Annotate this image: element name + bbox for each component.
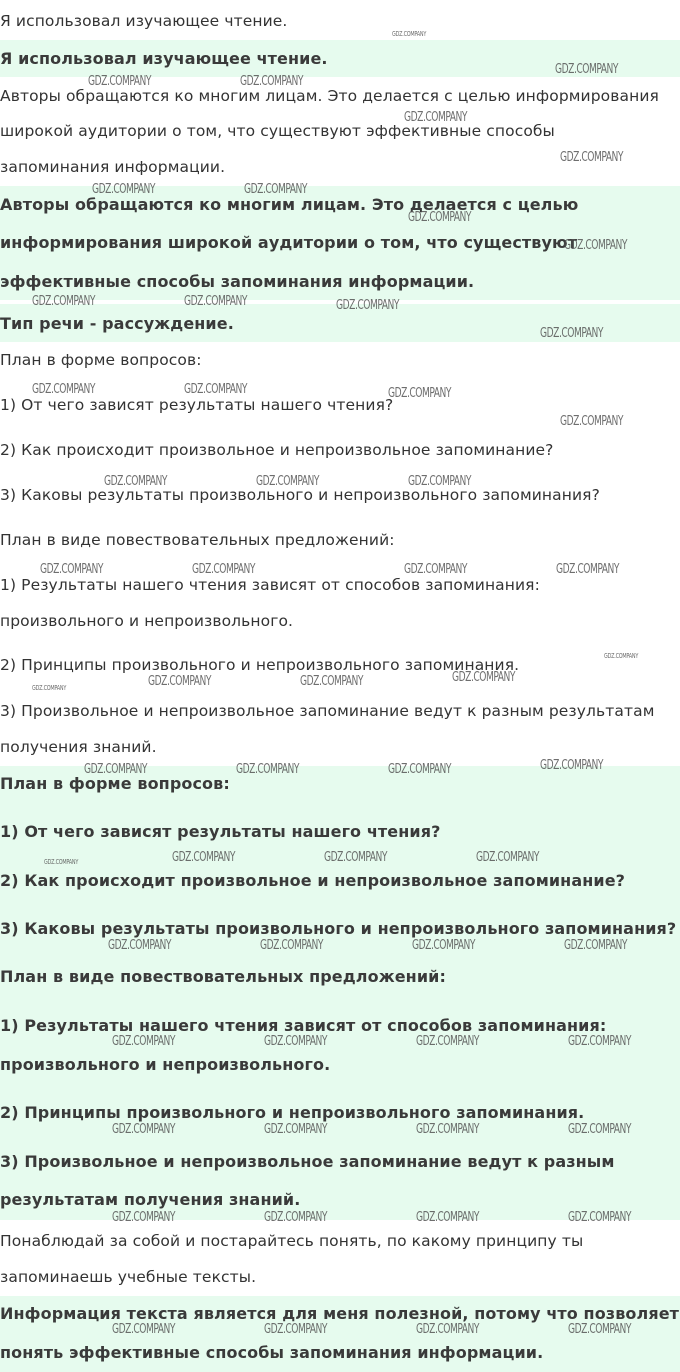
watermark: GDZ.COMPANY xyxy=(388,762,452,777)
answer-plan-sentence-1-line-2: произвольного и непроизвольного. xyxy=(0,1055,331,1074)
watermark: GDZ.COMPANY xyxy=(112,1122,176,1137)
watermark: GDZ.COMPANY xyxy=(476,850,540,865)
watermark: GDZ.COMPANY xyxy=(44,858,79,866)
plan-question-3: 3) Каковы результаты произвольного и непроизвольного запоминания? xyxy=(0,486,600,504)
watermark: GDZ.COMPANY xyxy=(40,562,104,577)
answer-authors-line-3: эффективные способы запоминания информации. xyxy=(0,272,475,291)
watermark: GDZ.COMPANY xyxy=(408,210,472,225)
task-authors-line-2: широкой аудитории о том, что существуют эффективные способы xyxy=(0,122,555,140)
watermark: GDZ.COMPANY xyxy=(564,238,628,253)
watermark: GDZ.COMPANY xyxy=(108,938,172,953)
watermark: GDZ.COMPANY xyxy=(540,326,604,341)
watermark: GDZ.COMPANY xyxy=(416,1034,480,1049)
plan-sentence-3-line-2: получения знаний. xyxy=(0,738,157,756)
watermark: GDZ.COMPANY xyxy=(32,684,67,692)
watermark: GDZ.COMPANY xyxy=(568,1122,632,1137)
watermark: GDZ.COMPANY xyxy=(112,1210,176,1225)
watermark: GDZ.COMPANY xyxy=(184,294,248,309)
plan-sentences-title: План в виде повествовательных предложений: xyxy=(0,531,395,549)
watermark: GDZ.COMPANY xyxy=(404,110,468,125)
watermark: GDZ.COMPANY xyxy=(555,62,619,77)
watermark: GDZ.COMPANY xyxy=(172,850,236,865)
watermark: GDZ.COMPANY xyxy=(256,474,320,489)
watermark: GDZ.COMPANY xyxy=(264,1034,328,1049)
answer-plan-question-3: 3) Каковы результаты произвольного и непроизвольного запоминания? xyxy=(0,919,677,938)
watermark: GDZ.COMPANY xyxy=(416,1122,480,1137)
watermark: GDZ.COMPANY xyxy=(264,1122,328,1137)
watermark: GDZ.COMPANY xyxy=(192,562,256,577)
task-line-reading: Я использовал изучающее чтение. xyxy=(0,12,288,30)
watermark: GDZ.COMPANY xyxy=(568,1034,632,1049)
watermark: GDZ.COMPANY xyxy=(452,670,516,685)
answer-reading: Я использовал изучающее чтение. xyxy=(0,49,328,68)
answer-speech-type: Тип речи - рассуждение. xyxy=(0,314,234,333)
observe-line-2: запоминаешь учебные тексты. xyxy=(0,1268,257,1286)
plan-question-1: 1) От чего зависят результаты нашего чтения? xyxy=(0,396,394,414)
watermark: GDZ.COMPANY xyxy=(148,674,212,689)
answer-plan-sentence-2: 2) Принципы произвольного и непроизвольного запоминания. xyxy=(0,1103,585,1122)
watermark: GDZ.COMPANY xyxy=(236,762,300,777)
watermark: GDZ.COMPANY xyxy=(560,414,624,429)
watermark: GDZ.COMPANY xyxy=(112,1034,176,1049)
watermark: GDZ.COMPANY xyxy=(92,182,156,197)
plan-sentence-1-line-1: 1) Результаты нашего чтения зависят от способов запоминания: xyxy=(0,576,540,594)
watermark: GDZ.COMPANY xyxy=(264,1210,328,1225)
watermark: GDZ.COMPANY xyxy=(404,562,468,577)
watermark: GDZ.COMPANY xyxy=(560,150,624,165)
watermark: GDZ.COMPANY xyxy=(260,938,324,953)
answer-plan-questions-title: План в форме вопросов: xyxy=(0,774,230,793)
answer-plan-question-1: 1) От чего зависят результаты нашего чтения? xyxy=(0,822,441,841)
watermark: GDZ.COMPANY xyxy=(408,474,472,489)
plan-questions-title: План в форме вопросов: xyxy=(0,351,202,369)
answer-plan-question-2: 2) Как происходит произвольное и непроизвольное запоминание? xyxy=(0,871,626,890)
final-answer-line-1: Информация текста является для меня полезной, потому что позволяет xyxy=(0,1304,680,1323)
plan-sentence-3-line-1: 3) Произвольное и непроизвольное запоминание ведут к разным результатам xyxy=(0,702,655,720)
watermark: GDZ.COMPANY xyxy=(388,386,452,401)
answer-authors-line-1: Авторы обращаются ко многим лицам. Это делается с целью xyxy=(0,195,579,214)
watermark: GDZ.COMPANY xyxy=(416,1322,480,1337)
watermark: GDZ.COMPANY xyxy=(568,1322,632,1337)
watermark: GDZ.COMPANY xyxy=(540,758,604,773)
watermark: GDZ.COMPANY xyxy=(604,652,639,660)
watermark: GDZ.COMPANY xyxy=(564,938,628,953)
final-answer-line-2: понять эффективные способы запоминания информации. xyxy=(0,1343,544,1362)
watermark: GDZ.COMPANY xyxy=(84,762,148,777)
watermark: GDZ.COMPANY xyxy=(336,298,400,313)
watermark: GDZ.COMPANY xyxy=(412,938,476,953)
answer-plan-sentences-title: План в виде повествовательных предложений: xyxy=(0,967,446,986)
observe-line-1: Понаблюдай за собой и постарайтесь понять, по какому принципу ты xyxy=(0,1232,584,1250)
watermark: GDZ.COMPANY xyxy=(184,382,248,397)
task-authors-line-3: запоминания информации. xyxy=(0,158,226,176)
watermark: GDZ.COMPANY xyxy=(240,74,304,89)
watermark: GDZ.COMPANY xyxy=(244,182,308,197)
answer-authors-line-2: информирования широкой аудитории о том, что существуют xyxy=(0,233,578,252)
watermark: GDZ.COMPANY xyxy=(568,1210,632,1225)
watermark: GDZ.COMPANY xyxy=(416,1210,480,1225)
answer-plan-sentence-1-line-1: 1) Результаты нашего чтения зависят от способов запоминания: xyxy=(0,1016,607,1035)
watermark: GDZ.COMPANY xyxy=(104,474,168,489)
plan-sentence-2: 2) Принципы произвольного и непроизвольного запоминания. xyxy=(0,656,520,674)
watermark: GDZ.COMPANY xyxy=(88,74,152,89)
watermark: GDZ.COMPANY xyxy=(556,562,620,577)
watermark: GDZ.COMPANY xyxy=(112,1322,176,1337)
plan-question-2: 2) Как происходит произвольное и непроизвольное запоминание? xyxy=(0,441,554,459)
watermark: GDZ.COMPANY xyxy=(392,30,427,38)
plan-sentence-1-line-2: произвольного и непроизвольного. xyxy=(0,612,294,630)
watermark: GDZ.COMPANY xyxy=(264,1322,328,1337)
answer-plan-sentence-3-line-1: 3) Произвольное и непроизвольное запоминание ведут к разным xyxy=(0,1152,615,1171)
task-authors-line-1: Авторы обращаются ко многим лицам. Это делается с целью информирования xyxy=(0,87,659,105)
watermark: GDZ.COMPANY xyxy=(300,674,364,689)
watermark: GDZ.COMPANY xyxy=(32,294,96,309)
answer-plan-sentence-3-line-2: результатам получения знаний. xyxy=(0,1190,301,1209)
watermark: GDZ.COMPANY xyxy=(324,850,388,865)
watermark: GDZ.COMPANY xyxy=(32,382,96,397)
